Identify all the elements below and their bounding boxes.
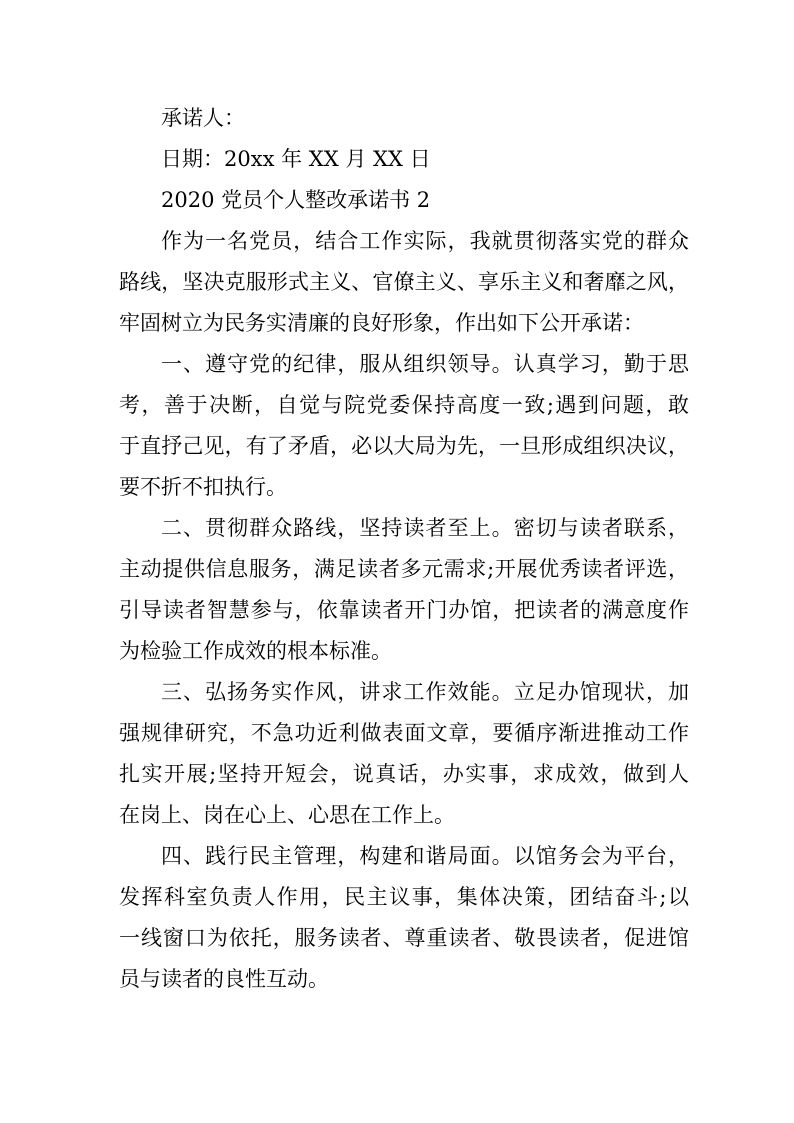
paragraph-line: 要不折不扣执行。 [119,475,287,499]
date-line: 日期：20xx 年 XX 月 XX 日 [161,147,431,171]
paragraph-line: 牢固树立为民务实清廉的良好形象，作出如下公开承诺： [119,311,644,335]
document-page [119,98,689,1000]
paragraph-line: 一线窗口为依托，服务读者、尊重读者、敬畏读者，促进馆 [119,926,689,950]
paragraph-1 [119,221,689,344]
paragraph-line: 一、遵守党的纪律，服从组织领导。认真学习，勤于思 [161,352,689,376]
paragraph-5 [119,836,689,1000]
paragraph-line: 作为一名党员，结合工作实际，我就贯彻落实党的群众 [161,229,689,253]
paragraph-line: 为检验工作成效的根本标准。 [119,639,392,663]
paragraph-line: 发挥科室负责人作用，民主议事，集体决策，团结奋斗;以 [119,885,689,909]
paragraph-line: 考，善于决断，自觉与院党委保持高度一致;遇到问题，敢 [119,393,689,417]
paragraph-line: 扎实开展;坚持开短会，说真话，办实事，求成效，做到人 [119,762,689,786]
signature-label: 承诺人： [161,106,245,130]
paragraph-line: 在岗上、岗在心上、心思在工作上。 [119,803,455,827]
paragraph-line: 路线，坚决克服形式主义、官僚主义、享乐主义和奢靡之风， [119,270,689,294]
paragraph-4 [119,672,689,836]
paragraph-line: 引导读者智慧参与，依靠读者开门办馆，把读者的满意度作 [119,598,689,622]
paragraph-line: 员与读者的良性互动。 [119,967,329,991]
paragraph-line: 于直抒己见，有了矛盾，必以大局为先，一旦形成组织决议， [119,434,689,458]
paragraph-line: 主动提供信息服务，满足读者多元需求;开展优秀读者评选， [119,557,689,581]
paragraph-line: 二、贯彻群众路线，坚持读者至上。密切与读者联系， [161,516,689,540]
paragraph-2 [119,344,689,508]
paragraph-3 [119,508,689,672]
paragraph-line: 三、弘扬务实作风，讲求工作效能。立足办馆现状，加 [161,680,689,704]
paragraph-line: 强规律研究，不急功近利做表面文章，要循序渐进推动工作 [119,721,689,745]
paragraph-line: 四、践行民主管理，构建和谐局面。以馆务会为平台， [161,844,689,868]
document-title: 2020 党员个人整改承诺书 2 [161,188,431,212]
